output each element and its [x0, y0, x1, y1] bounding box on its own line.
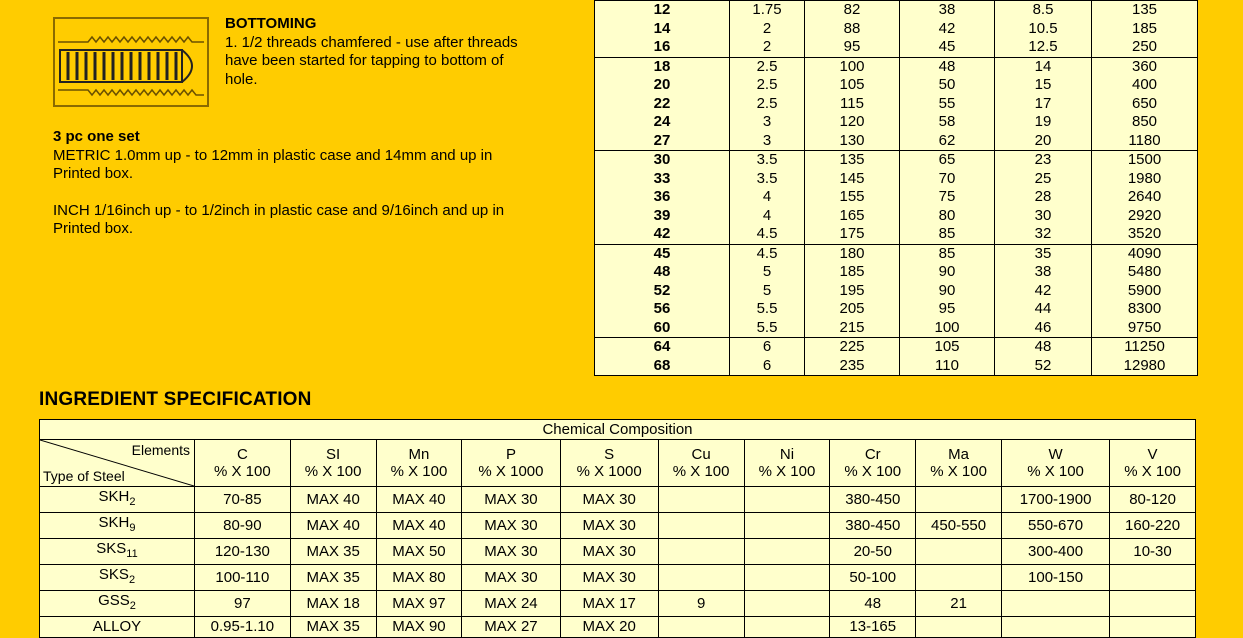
- table-cell: [658, 539, 744, 565]
- table-cell: 36: [595, 188, 730, 207]
- table-cell: 4.5: [730, 244, 805, 263]
- table-cell: 8300: [1092, 300, 1198, 319]
- table-cell: MAX 30: [462, 513, 560, 539]
- table-cell: MAX 30: [462, 565, 560, 591]
- table-cell: 20: [595, 76, 730, 95]
- table-row: [595, 188, 1198, 207]
- description-line: hole.: [225, 70, 258, 88]
- table-cell: 48: [900, 57, 995, 76]
- table-cell: 185: [805, 263, 900, 282]
- table-cell: 100: [900, 319, 995, 338]
- table-cell: 145: [805, 170, 900, 189]
- table-cell: 3.5: [730, 151, 805, 170]
- column-header: [376, 440, 462, 487]
- element-unit: % X 100: [930, 463, 987, 480]
- table-cell: MAX 20: [560, 617, 658, 638]
- inch-info-line: Printed box.: [53, 220, 134, 237]
- table-cell: 3520: [1092, 225, 1198, 244]
- element-unit: % X 100: [1027, 463, 1084, 480]
- table-cell: 13-165: [830, 617, 916, 638]
- table-cell: MAX 40: [376, 487, 462, 513]
- table-cell: 1700-1900: [1001, 487, 1109, 513]
- table-cell: 32: [995, 225, 1092, 244]
- table-cell: 80: [900, 207, 995, 226]
- table-cell: MAX 40: [290, 487, 376, 513]
- description-line: 1. 1/2 threads chamfered - use after threads: [225, 33, 518, 51]
- table-cell: MAX 97: [376, 591, 462, 617]
- table-cell: MAX 40: [290, 513, 376, 539]
- table-row: [595, 300, 1198, 319]
- table-cell: 88: [805, 20, 900, 39]
- table-row: [595, 151, 1198, 170]
- table-cell: MAX 24: [462, 591, 560, 617]
- table-cell: 24: [595, 113, 730, 132]
- column-header: [744, 440, 830, 487]
- elements-label: Elements: [131, 442, 190, 458]
- table-cell: [744, 487, 830, 513]
- table-cell: 300-400: [1001, 539, 1109, 565]
- table-cell: 2.5: [730, 95, 805, 114]
- table-cell: 5.5: [730, 319, 805, 338]
- table-cell: 550-670: [1001, 513, 1109, 539]
- steel-type: [40, 617, 195, 638]
- table-cell: [744, 591, 830, 617]
- table-row: [40, 539, 1196, 565]
- table-cell: 14: [995, 57, 1092, 76]
- element-name: C: [236, 446, 248, 463]
- table-cell: 100: [805, 57, 900, 76]
- table-cell: 90: [900, 263, 995, 282]
- table-cell: 0.95-1.10: [195, 617, 291, 638]
- table-cell: [744, 565, 830, 591]
- table-cell: 42: [900, 20, 995, 39]
- table-cell: 225: [805, 338, 900, 357]
- table-cell: MAX 30: [462, 539, 560, 565]
- table-cell: 22: [595, 95, 730, 114]
- steel-subscript: 2: [129, 600, 136, 612]
- metric-info-line: METRIC 1.0mm up - to 12mm in plastic case and 14mm and up in: [53, 146, 493, 164]
- steel-type: [40, 539, 195, 565]
- steel-subscript: 2: [128, 574, 136, 586]
- table-cell: 2: [730, 38, 805, 57]
- table-cell: [744, 539, 830, 565]
- table-cell: MAX 90: [376, 617, 462, 638]
- table-cell: 55: [900, 95, 995, 114]
- description-line: have been started for tapping to bottom of: [225, 52, 504, 69]
- table-cell: 250: [1092, 38, 1198, 57]
- element-name: V: [1147, 446, 1158, 463]
- column-header: [658, 440, 744, 487]
- table-row: [595, 1, 1198, 20]
- table-row: [40, 513, 1196, 539]
- table-cell: 15: [995, 76, 1092, 95]
- table-cell: 28: [995, 188, 1092, 207]
- table-row: [40, 487, 1196, 513]
- table-cell: 39: [595, 207, 730, 226]
- column-header: [1110, 440, 1196, 487]
- table-cell: 30: [595, 151, 730, 170]
- table-cell: 80-90: [195, 513, 291, 539]
- table-cell: 6: [730, 357, 805, 376]
- table-cell: 195: [805, 282, 900, 301]
- table-cell: 165: [805, 207, 900, 226]
- table-cell: 17: [995, 95, 1092, 114]
- table-row: [595, 38, 1198, 57]
- table-cell: 8.5: [995, 1, 1092, 20]
- table-cell: [1110, 565, 1196, 591]
- table-cell: 1500: [1092, 151, 1198, 170]
- element-name: Cu: [691, 446, 711, 463]
- table-cell: [1110, 617, 1196, 638]
- element-name: Ni: [779, 446, 795, 463]
- table-cell: 105: [900, 338, 995, 357]
- table-row: [595, 132, 1198, 151]
- table-cell: 120: [805, 113, 900, 132]
- table-cell: 42: [995, 282, 1092, 301]
- table-cell: [744, 513, 830, 539]
- element-unit: % X 100: [390, 463, 448, 480]
- table-cell: MAX 35: [290, 617, 376, 638]
- table-cell: 2920: [1092, 207, 1198, 226]
- element-unit: % X 1000: [478, 463, 544, 480]
- table-cell: 4: [730, 188, 805, 207]
- table-cell: [1110, 591, 1196, 617]
- table-cell: 1980: [1092, 170, 1198, 189]
- table-cell: 110: [900, 357, 995, 376]
- table-cell: 65: [900, 151, 995, 170]
- table-cell: [916, 539, 1002, 565]
- table-cell: MAX 50: [376, 539, 462, 565]
- table-row: [595, 282, 1198, 301]
- table-cell: 155: [805, 188, 900, 207]
- type-of-steel-label: Type of Steel: [43, 468, 125, 484]
- table-cell: [658, 617, 744, 638]
- table-cell: 64: [595, 338, 730, 357]
- table-cell: 2: [730, 20, 805, 39]
- table-cell: 60: [595, 319, 730, 338]
- table-cell: 50-100: [830, 565, 916, 591]
- element-name: P: [505, 446, 516, 463]
- table-cell: 5900: [1092, 282, 1198, 301]
- table-cell: 9750: [1092, 319, 1198, 338]
- table-cell: 19: [995, 113, 1092, 132]
- table-cell: 2.5: [730, 57, 805, 76]
- table-cell: 95: [805, 38, 900, 57]
- table-cell: 30: [995, 207, 1092, 226]
- table-cell: [916, 487, 1002, 513]
- table-cell: 45: [595, 244, 730, 263]
- table-cell: 115: [805, 95, 900, 114]
- table-cell: 175: [805, 225, 900, 244]
- table-cell: 85: [900, 244, 995, 263]
- table-cell: 10-30: [1110, 539, 1196, 565]
- table-cell: 135: [805, 151, 900, 170]
- table-cell: 44: [995, 300, 1092, 319]
- table-cell: 3.5: [730, 170, 805, 189]
- table-cell: 62: [900, 132, 995, 151]
- table-cell: 100-110: [195, 565, 291, 591]
- table-row: [595, 113, 1198, 132]
- table-row: [595, 338, 1198, 357]
- table-cell: 100-150: [1001, 565, 1109, 591]
- table-cell: 35: [995, 244, 1092, 263]
- size-table: [594, 0, 1198, 376]
- table-cell: 58: [900, 113, 995, 132]
- table-row: [595, 357, 1198, 376]
- element-unit: % X 100: [214, 463, 271, 480]
- element-unit: % X 100: [672, 463, 730, 480]
- table-cell: 360: [1092, 57, 1198, 76]
- table-cell: 650: [1092, 95, 1198, 114]
- table-cell: 205: [805, 300, 900, 319]
- element-unit: % X 100: [844, 463, 902, 480]
- table-cell: 10.5: [995, 20, 1092, 39]
- column-header: [916, 440, 1002, 487]
- steel-subscript: 2: [129, 496, 136, 508]
- table-cell: 80-120: [1110, 487, 1196, 513]
- section-title: INGREDIENT SPECIFICATION: [39, 389, 312, 410]
- table-cell: 20-50: [830, 539, 916, 565]
- table-cell: 48: [595, 263, 730, 282]
- table-cell: 4090: [1092, 244, 1198, 263]
- table-cell: [658, 565, 744, 591]
- table-cell: 95: [900, 300, 995, 319]
- table-cell: 380-450: [830, 487, 916, 513]
- metric-info-line: Printed box.: [53, 165, 134, 182]
- table-cell: [744, 617, 830, 638]
- steel-type: [40, 591, 195, 617]
- table-cell: 70: [900, 170, 995, 189]
- table-cell: 1180: [1092, 132, 1198, 151]
- table-cell: 185: [1092, 20, 1198, 39]
- table-cell: [1001, 591, 1109, 617]
- set-info-title: 3 pc one set: [53, 128, 140, 145]
- table-row: [595, 76, 1198, 95]
- column-header: [290, 440, 376, 487]
- table-cell: 235: [805, 357, 900, 376]
- table-row: [40, 565, 1196, 591]
- table-cell: 56: [595, 300, 730, 319]
- table-row: [595, 170, 1198, 189]
- table-cell: 135: [1092, 1, 1198, 20]
- table-cell: 75: [900, 188, 995, 207]
- steel-name: GSS: [98, 592, 130, 609]
- element-name: Ma: [948, 446, 969, 463]
- table-cell: 850: [1092, 113, 1198, 132]
- inch-info-line: INCH 1/16inch up - to 1/2inch in plastic case and 9/16inch and up in: [53, 201, 505, 219]
- steel-subscript: 11: [126, 548, 138, 560]
- table-cell: MAX 35: [290, 539, 376, 565]
- table-cell: 33: [595, 170, 730, 189]
- table-cell: 21: [916, 591, 1002, 617]
- table-cell: 3: [730, 113, 805, 132]
- table-cell: 70-85: [195, 487, 291, 513]
- table-cell: 180: [805, 244, 900, 263]
- table-cell: [1001, 617, 1109, 638]
- table-cell: 27: [595, 132, 730, 151]
- table-cell: 52: [995, 357, 1092, 376]
- table-cell: MAX 27: [462, 617, 560, 638]
- table-cell: 85: [900, 225, 995, 244]
- table-cell: 68: [595, 357, 730, 376]
- table-cell: 82: [805, 1, 900, 20]
- element-name: Cr: [864, 446, 881, 463]
- steel-name: SKS: [96, 540, 127, 557]
- tap-description: [225, 15, 585, 89]
- column-header: [462, 440, 560, 487]
- set-info: [53, 128, 583, 239]
- steel-type: [40, 487, 195, 513]
- table-cell: 5480: [1092, 263, 1198, 282]
- table-cell: 105: [805, 76, 900, 95]
- table-cell: 12.5: [995, 38, 1092, 57]
- table-cell: MAX 30: [560, 539, 658, 565]
- table-cell: 12980: [1092, 357, 1198, 376]
- column-header: [195, 440, 291, 487]
- element-name: Mn: [408, 446, 430, 463]
- element-unit: % X 100: [304, 463, 362, 480]
- table-cell: [916, 617, 1002, 638]
- table-cell: 9: [658, 591, 744, 617]
- element-name: S: [604, 446, 615, 463]
- steel-subscript: 9: [129, 522, 136, 534]
- table-row: [40, 591, 1196, 617]
- bottoming-tap-icon: [52, 14, 210, 110]
- table-cell: 6: [730, 338, 805, 357]
- table-cell: 215: [805, 319, 900, 338]
- table-cell: 48: [995, 338, 1092, 357]
- table-cell: 90: [900, 282, 995, 301]
- table-cell: 14: [595, 20, 730, 39]
- table-cell: MAX 30: [462, 487, 560, 513]
- table-cell: 5.5: [730, 300, 805, 319]
- table-cell: 380-450: [830, 513, 916, 539]
- table-cell: 120-130: [195, 539, 291, 565]
- table-row: [595, 319, 1198, 338]
- steel-name: SKH: [98, 488, 130, 505]
- table-cell: [658, 487, 744, 513]
- table-cell: 25: [995, 170, 1092, 189]
- table-cell: MAX 40: [376, 513, 462, 539]
- corner-header: [40, 440, 195, 487]
- table-cell: 450-550: [916, 513, 1002, 539]
- table-cell: 50: [900, 76, 995, 95]
- table-row: [595, 244, 1198, 263]
- table-cell: 3: [730, 132, 805, 151]
- table-cell: 23: [995, 151, 1092, 170]
- table-cell: [658, 513, 744, 539]
- table-row: [595, 225, 1198, 244]
- table-cell: 18: [595, 57, 730, 76]
- table-cell: MAX 17: [560, 591, 658, 617]
- table-cell: 160-220: [1110, 513, 1196, 539]
- column-header: [830, 440, 916, 487]
- table-cell: MAX 35: [290, 565, 376, 591]
- table-cell: 11250: [1092, 338, 1198, 357]
- table-cell: MAX 30: [560, 565, 658, 591]
- element-unit: % X 100: [758, 463, 816, 480]
- steel-type: [40, 513, 195, 539]
- table-row: [595, 57, 1198, 76]
- table-cell: 2.5: [730, 76, 805, 95]
- table-cell: 52: [595, 282, 730, 301]
- element-unit: % X 100: [1124, 463, 1181, 480]
- table-cell: MAX 80: [376, 565, 462, 591]
- element-unit: % X 1000: [576, 463, 642, 480]
- table-cell: 12: [595, 1, 730, 20]
- table-cell: 5: [730, 263, 805, 282]
- table-cell: 4.5: [730, 225, 805, 244]
- table-cell: [916, 565, 1002, 591]
- table-row: [595, 207, 1198, 226]
- table-row: [595, 20, 1198, 39]
- table-caption: Chemical Composition: [40, 420, 1196, 440]
- column-header: [1001, 440, 1109, 487]
- table-cell: 97: [195, 591, 291, 617]
- steel-type: [40, 565, 195, 591]
- description-title: BOTTOMING: [225, 15, 317, 32]
- table-row: [595, 263, 1198, 282]
- table-cell: 48: [830, 591, 916, 617]
- table-cell: MAX 30: [560, 487, 658, 513]
- table-row: [40, 617, 1196, 638]
- steel-name: SKS: [98, 566, 129, 583]
- element-name: W: [1048, 446, 1063, 463]
- table-cell: MAX 18: [290, 591, 376, 617]
- table-cell: 45: [900, 38, 995, 57]
- table-cell: 16: [595, 38, 730, 57]
- table-cell: 42: [595, 225, 730, 244]
- table-cell: 400: [1092, 76, 1198, 95]
- table-cell: 46: [995, 319, 1092, 338]
- column-header: [560, 440, 658, 487]
- table-row: [595, 95, 1198, 114]
- table-cell: 2640: [1092, 188, 1198, 207]
- table-cell: 5: [730, 282, 805, 301]
- table-cell: MAX 30: [560, 513, 658, 539]
- table-cell: 38: [900, 1, 995, 20]
- table-cell: 20: [995, 132, 1092, 151]
- chemical-composition-table: [39, 419, 1196, 638]
- element-name: SI: [326, 446, 341, 463]
- table-cell: 4: [730, 207, 805, 226]
- steel-name: SKH: [98, 514, 130, 531]
- table-cell: 130: [805, 132, 900, 151]
- steel-name: ALLOY: [92, 618, 142, 635]
- table-cell: 1.75: [730, 1, 805, 20]
- table-cell: 38: [995, 263, 1092, 282]
